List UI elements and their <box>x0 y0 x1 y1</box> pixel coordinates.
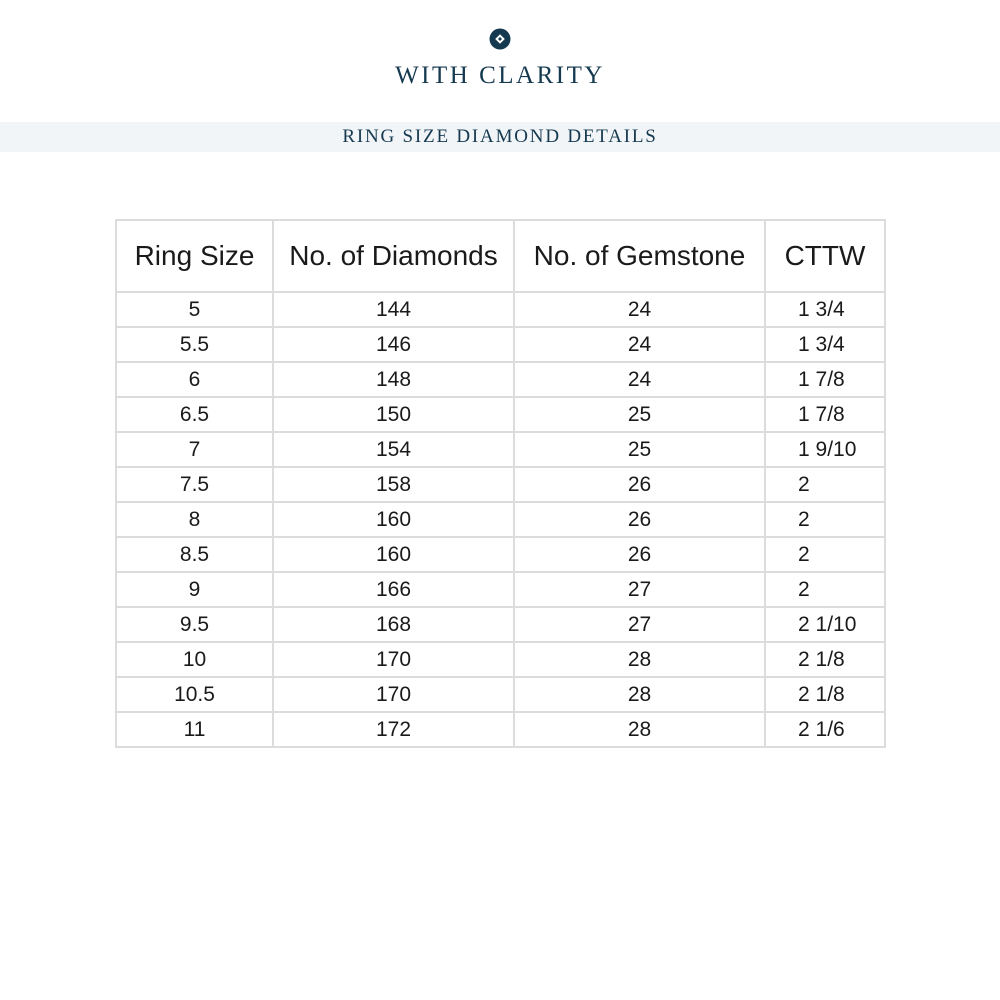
cell-cttw: 1 7/8 <box>765 362 885 397</box>
cell-diamonds: 146 <box>273 327 514 362</box>
section-banner <box>0 122 1000 152</box>
table-row <box>116 467 885 502</box>
table-row <box>116 642 885 677</box>
cell-diamonds: 158 <box>273 467 514 502</box>
cell-gemstone: 25 <box>514 432 765 467</box>
cell-gemstone: 27 <box>514 607 765 642</box>
cell-gemstone: 28 <box>514 677 765 712</box>
table-row <box>116 502 885 537</box>
header-cttw: CTTW <box>765 220 885 292</box>
cell-gemstone: 26 <box>514 502 765 537</box>
cell-diamonds: 160 <box>273 502 514 537</box>
table-row <box>116 677 885 712</box>
cell-ring-size: 5 <box>116 292 273 327</box>
cell-gemstone: 24 <box>514 327 765 362</box>
table-row <box>116 607 885 642</box>
cell-cttw: 2 1/8 <box>765 642 885 677</box>
cell-diamonds: 172 <box>273 712 514 747</box>
table-row <box>116 432 885 467</box>
cell-diamonds: 154 <box>273 432 514 467</box>
cell-gemstone: 24 <box>514 292 765 327</box>
cell-cttw: 2 <box>765 572 885 607</box>
cell-diamonds: 170 <box>273 677 514 712</box>
table-row <box>116 362 885 397</box>
cell-ring-size: 9.5 <box>116 607 273 642</box>
cell-ring-size: 5.5 <box>116 327 273 362</box>
brand-logo-text: WITH CLARITY <box>395 62 605 89</box>
table-row <box>116 327 885 362</box>
cell-gemstone: 26 <box>514 537 765 572</box>
header-no-of-diamonds: No. of Diamonds <box>273 220 514 292</box>
cell-cttw: 2 <box>765 467 885 502</box>
cell-cttw: 1 7/8 <box>765 397 885 432</box>
cell-gemstone: 28 <box>514 712 765 747</box>
cell-ring-size: 6 <box>116 362 273 397</box>
cell-diamonds: 144 <box>273 292 514 327</box>
cell-ring-size: 10 <box>116 642 273 677</box>
table-row <box>116 292 885 327</box>
table-header-row <box>116 220 885 292</box>
table-row <box>116 712 885 747</box>
diamond-circle-icon <box>489 28 511 50</box>
cell-cttw: 2 1/10 <box>765 607 885 642</box>
table-row <box>116 572 885 607</box>
cell-diamonds: 148 <box>273 362 514 397</box>
ring-size-table <box>115 219 886 748</box>
cell-gemstone: 25 <box>514 397 765 432</box>
table-row <box>116 397 885 432</box>
cell-ring-size: 11 <box>116 712 273 747</box>
cell-cttw: 2 <box>765 537 885 572</box>
cell-ring-size: 6.5 <box>116 397 273 432</box>
cell-ring-size: 7.5 <box>116 467 273 502</box>
cell-gemstone: 24 <box>514 362 765 397</box>
cell-diamonds: 160 <box>273 537 514 572</box>
cell-gemstone: 28 <box>514 642 765 677</box>
table-row <box>116 537 885 572</box>
cell-ring-size: 7 <box>116 432 273 467</box>
cell-ring-size: 8.5 <box>116 537 273 572</box>
cell-diamonds: 170 <box>273 642 514 677</box>
header-ring-size: Ring Size <box>116 220 273 292</box>
cell-cttw: 2 1/6 <box>765 712 885 747</box>
header-no-of-gemstone: No. of Gemstone <box>514 220 765 292</box>
cell-cttw: 1 9/10 <box>765 432 885 467</box>
cell-cttw: 2 <box>765 502 885 537</box>
cell-diamonds: 166 <box>273 572 514 607</box>
cell-diamonds: 168 <box>273 607 514 642</box>
cell-cttw: 1 3/4 <box>765 327 885 362</box>
page-title: RING SIZE DIAMOND DETAILS <box>342 126 658 147</box>
cell-cttw: 2 1/8 <box>765 677 885 712</box>
cell-cttw: 1 3/4 <box>765 292 885 327</box>
cell-diamonds: 150 <box>273 397 514 432</box>
cell-ring-size: 8 <box>116 502 273 537</box>
cell-gemstone: 27 <box>514 572 765 607</box>
cell-ring-size: 10.5 <box>116 677 273 712</box>
cell-ring-size: 9 <box>116 572 273 607</box>
cell-gemstone: 26 <box>514 467 765 502</box>
